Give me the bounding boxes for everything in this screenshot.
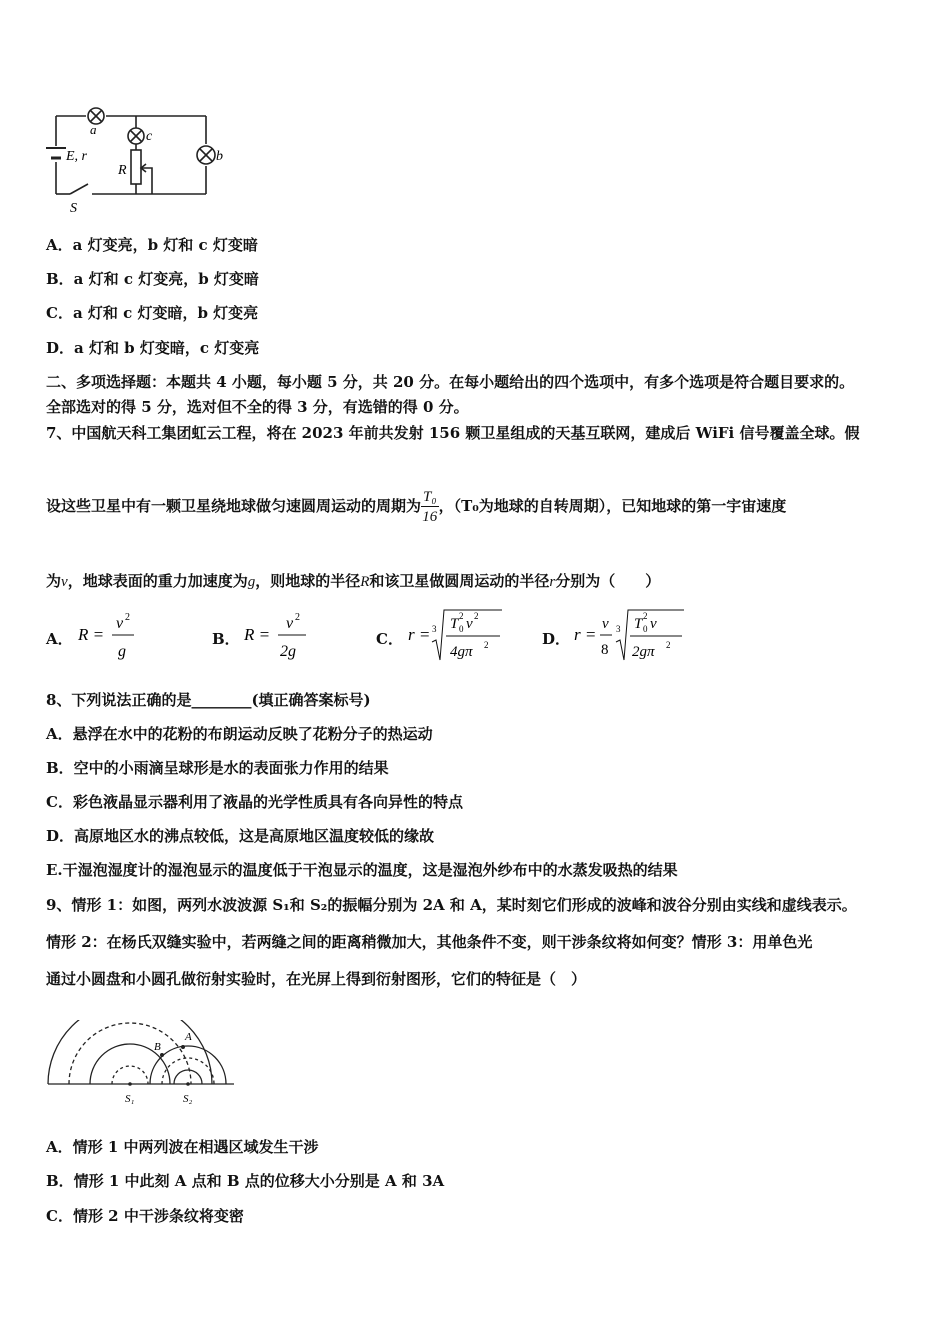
q9-option-a: A．情形 1 中两列波在相遇区域发生干涉 bbox=[46, 1138, 319, 1156]
q9-stem-line3: 通过小圆盘和小圆孔做衍射实验时，在光屏上得到衍射图形，它们的特征是（ ） bbox=[46, 970, 587, 988]
section-heading-line2: 全部选对的得 5 分，选对但不全的得 3 分，有选错的得 0 分。 bbox=[46, 398, 469, 416]
q9-option-c: C．情形 2 中干涉条纹将变密 bbox=[46, 1207, 244, 1225]
svg-text:2: 2 bbox=[125, 612, 130, 623]
circuit-diagram bbox=[40, 100, 240, 218]
q8-option-a: A．悬浮在水中的花粉的布朗运动反映了花粉分子的热运动 bbox=[46, 725, 433, 743]
q7-option-b bbox=[212, 628, 240, 649]
svg-text:2: 2 bbox=[295, 612, 300, 623]
svg-text:0: 0 bbox=[459, 624, 464, 634]
q7-option-d-formula bbox=[572, 606, 692, 668]
q7-text-a: 设这些卫星中有一颗卫星绕地球做匀速圆周运动的周期为 bbox=[46, 497, 422, 515]
q7-option-c-formula bbox=[406, 606, 506, 668]
section-heading-line1: 二、多项选择题：本题共 4 小题，每小题 5 分，共 20 分。在每小题给出的四个选项中，有多个选项是符合题目要求的。 bbox=[46, 373, 855, 391]
q7-frac-den: 16 bbox=[422, 508, 438, 525]
svg-text:v: v bbox=[602, 616, 609, 632]
q7-text-b: ，（T₀为地球的自转周期），已知地球的第一宇宙速度 bbox=[438, 497, 787, 515]
svg-text:T: T bbox=[634, 616, 643, 632]
q7-var-R: R bbox=[360, 574, 370, 590]
wave-interference-diagram bbox=[40, 1020, 240, 1108]
q6-option-d: D．a 灯和 b 灯变暗，c 灯变亮 bbox=[46, 339, 260, 357]
q7-option-a-formula bbox=[76, 606, 146, 666]
label-r: R bbox=[118, 163, 127, 178]
wave-label-a: A bbox=[185, 1031, 192, 1043]
svg-text:2g: 2g bbox=[280, 643, 296, 660]
q7-option-a bbox=[46, 628, 73, 649]
label-er: E, r bbox=[66, 149, 87, 164]
q7-option-c bbox=[376, 628, 403, 649]
q7-text-f: 和该卫星做圆周运动的半径 bbox=[369, 572, 550, 590]
q9-option-b: B．情形 1 中此刻 A 点和 B 点的位移大小分别是 A 和 3A bbox=[46, 1172, 445, 1190]
q7-option-a-label: A． bbox=[46, 630, 73, 648]
q9-stem-line2: 情形 2：在杨氏双缝实验中，若两缝之间的距离稍微加大，其他条件不变，则干涉条纹将如何变？情形 3：用单色光 bbox=[46, 933, 813, 951]
svg-text:2: 2 bbox=[459, 611, 464, 621]
q7-var-g: g bbox=[247, 574, 256, 590]
q7-stem-line2 bbox=[46, 486, 786, 527]
wave-label-s2: S₂ bbox=[183, 1093, 193, 1105]
q6-option-c: C．a 灯和 c 灯变暗，b 灯变亮 bbox=[46, 304, 259, 322]
q9-stem-line1: 9、情形 1：如图，两列水波波源 S₁和 S₂的振幅分别为 2A 和 A，某时刻它们形成的波峰和波谷分别由实线和虚线表示。 bbox=[46, 896, 857, 914]
q7-text-g: 分别为（ ） bbox=[555, 572, 661, 590]
q6-option-b: B．a 灯和 c 灯变亮，b 灯变暗 bbox=[46, 270, 259, 288]
q7-option-b-label: B． bbox=[212, 630, 240, 648]
q7-text-c: 为 bbox=[46, 572, 62, 590]
svg-text:v: v bbox=[116, 615, 124, 632]
svg-text:2: 2 bbox=[643, 611, 648, 621]
wave-label-s1: S₁ bbox=[125, 1093, 135, 1105]
q7-text-e: ，则地球的半径 bbox=[255, 572, 361, 590]
svg-text:T: T bbox=[450, 616, 459, 632]
q7-options-row bbox=[46, 606, 906, 670]
q7-option-b-formula bbox=[242, 606, 322, 666]
q8-option-e: E.干湿泡湿度计的湿泡显示的温度低于干泡显示的温度，这是湿泡外纱布中的水蒸发吸热的结果 bbox=[46, 861, 678, 879]
q7-text-d: ，地球表面的重力加速度为 bbox=[67, 572, 248, 590]
label-s: S bbox=[70, 201, 77, 216]
svg-text:2: 2 bbox=[474, 611, 479, 621]
q7-frac-num: T₀ bbox=[423, 488, 437, 505]
svg-text:3: 3 bbox=[616, 624, 621, 634]
svg-text:v: v bbox=[286, 615, 294, 632]
label-b: b bbox=[216, 149, 223, 164]
svg-text:g: g bbox=[118, 643, 126, 660]
svg-text:2: 2 bbox=[484, 640, 489, 650]
q7-option-d bbox=[542, 628, 570, 649]
q8-option-b: B．空中的小雨滴呈球形是水的表面张力作用的结果 bbox=[46, 759, 389, 777]
label-c: c bbox=[146, 129, 153, 144]
q7-option-c-label: C． bbox=[376, 630, 403, 648]
q7-var-v: v bbox=[61, 574, 68, 590]
q8-option-c: C．彩色液晶显示器利用了液晶的光学性质具有各向异性的特点 bbox=[46, 793, 463, 811]
wave-label-b: B bbox=[154, 1041, 161, 1053]
svg-text:0: 0 bbox=[643, 624, 648, 634]
q7-period-fraction bbox=[421, 488, 439, 527]
svg-text:3: 3 bbox=[432, 624, 437, 634]
svg-text:R =: R = bbox=[244, 625, 271, 644]
svg-text:2gπ: 2gπ bbox=[632, 644, 655, 660]
q7-var-r: r bbox=[549, 574, 556, 590]
q6-option-a: A．a 灯变亮，b 灯和 c 灯变暗 bbox=[46, 236, 258, 254]
svg-text:2: 2 bbox=[666, 640, 671, 650]
q7-stem-line3 bbox=[46, 570, 660, 593]
svg-text:8: 8 bbox=[601, 642, 609, 658]
q8-option-d: D．高原地区水的沸点较低，这是高原地区温度较低的缘故 bbox=[46, 827, 435, 845]
label-a: a bbox=[90, 122, 97, 137]
svg-text:4gπ: 4gπ bbox=[450, 644, 473, 660]
svg-text:r =: r = bbox=[574, 625, 597, 644]
q8-stem: 8、下列说法正确的是________(填正确答案标号) bbox=[46, 691, 371, 709]
svg-text:v: v bbox=[650, 616, 657, 632]
svg-text:R =: R = bbox=[78, 625, 105, 644]
svg-text:v: v bbox=[466, 616, 473, 632]
q7-option-d-label: D． bbox=[542, 630, 571, 648]
svg-text:r =: r = bbox=[408, 625, 431, 644]
q7-stem-line1: 7、中国航天科工集团虹云工程，将在 2023 年前共发射 156 颗卫星组成的天基互联网，建成后 WiFi 信号覆盖全球。假 bbox=[46, 424, 860, 442]
